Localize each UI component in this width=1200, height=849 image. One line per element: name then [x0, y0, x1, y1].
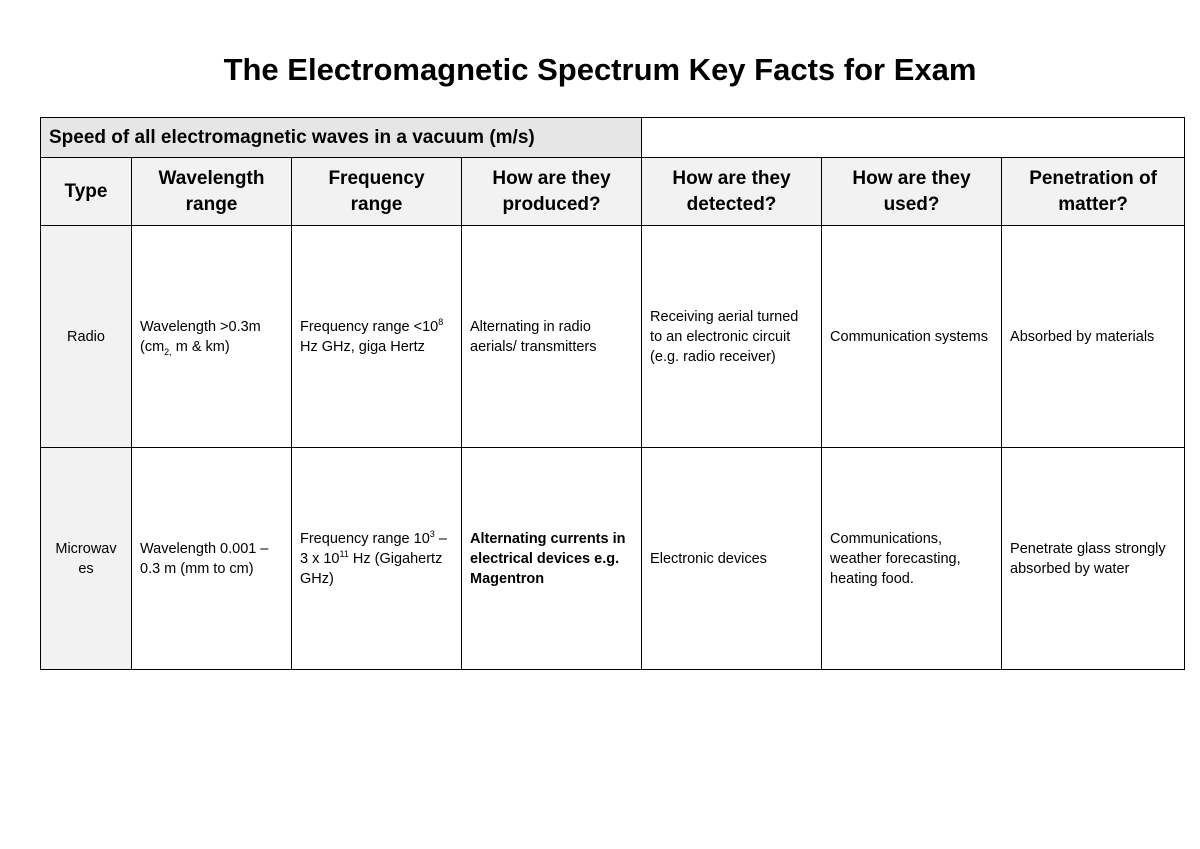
wavelength-cell [132, 226, 292, 448]
wavelength-text-end: m & km) [171, 338, 230, 355]
frequency-exponent: 11 [339, 548, 349, 559]
header-wavelength: Wavelength range [132, 158, 292, 226]
header-detected: How are they detected? [642, 158, 822, 226]
used-cell: Communication systems [822, 226, 1002, 448]
frequency-text: Frequency range 10 [300, 530, 430, 547]
frequency-exponent: 3 [429, 528, 435, 539]
header-type: Type [41, 158, 132, 226]
penetration-cell: Absorbed by materials [1002, 226, 1185, 448]
header-used: How are they used? [822, 158, 1002, 226]
speed-row [41, 118, 1185, 158]
detected-cell: Receiving aerial turned to an electronic circuit (e.g. radio receiver) [642, 226, 822, 448]
produced-cell: Alternating currents in electrical devices e.g. Magentron [462, 448, 642, 670]
wavelength-text: Wavelength >0.3m (cm [140, 318, 261, 355]
frequency-text-end: Hz GHz, giga Hertz [300, 338, 425, 355]
table-row-radio [41, 226, 1185, 448]
frequency-exponent: 8 [438, 316, 444, 327]
header-row [41, 158, 1185, 226]
speed-label: Speed of all electromagnetic waves in a vacuum (m/s) [41, 118, 642, 158]
used-cell: Communications, weather forecasting, heating food. [822, 448, 1002, 670]
wavelength-cell: Wavelength 0.001 – 0.3 m (mm to cm) [132, 448, 292, 670]
header-frequency: Frequency range [292, 158, 462, 226]
produced-cell: Alternating in radio aerials/ transmitters [462, 226, 642, 448]
type-cell: Radio [41, 226, 132, 448]
wavelength-subscript: 2, [164, 346, 172, 357]
speed-value-field[interactable] [642, 118, 1185, 158]
frequency-cell [292, 226, 462, 448]
em-spectrum-table [40, 117, 1185, 670]
frequency-text-mid: – 3 x 10 [300, 530, 447, 567]
page-title: The Electromagnetic Spectrum Key Facts for Exam [223, 52, 977, 87]
detected-cell: Electronic devices [642, 448, 822, 670]
header-produced: How are they produced? [462, 158, 642, 226]
penetration-cell: Penetrate glass strongly absorbed by water [1002, 448, 1185, 670]
frequency-text: Frequency range <10 [300, 318, 439, 335]
header-penetration: Penetration of matter? [1002, 158, 1185, 226]
frequency-text-end: Hz (Gigahertz GHz) [300, 550, 443, 587]
table-row-microwaves [41, 448, 1185, 670]
type-cell: Microwav es [41, 448, 132, 670]
frequency-cell [292, 448, 462, 670]
